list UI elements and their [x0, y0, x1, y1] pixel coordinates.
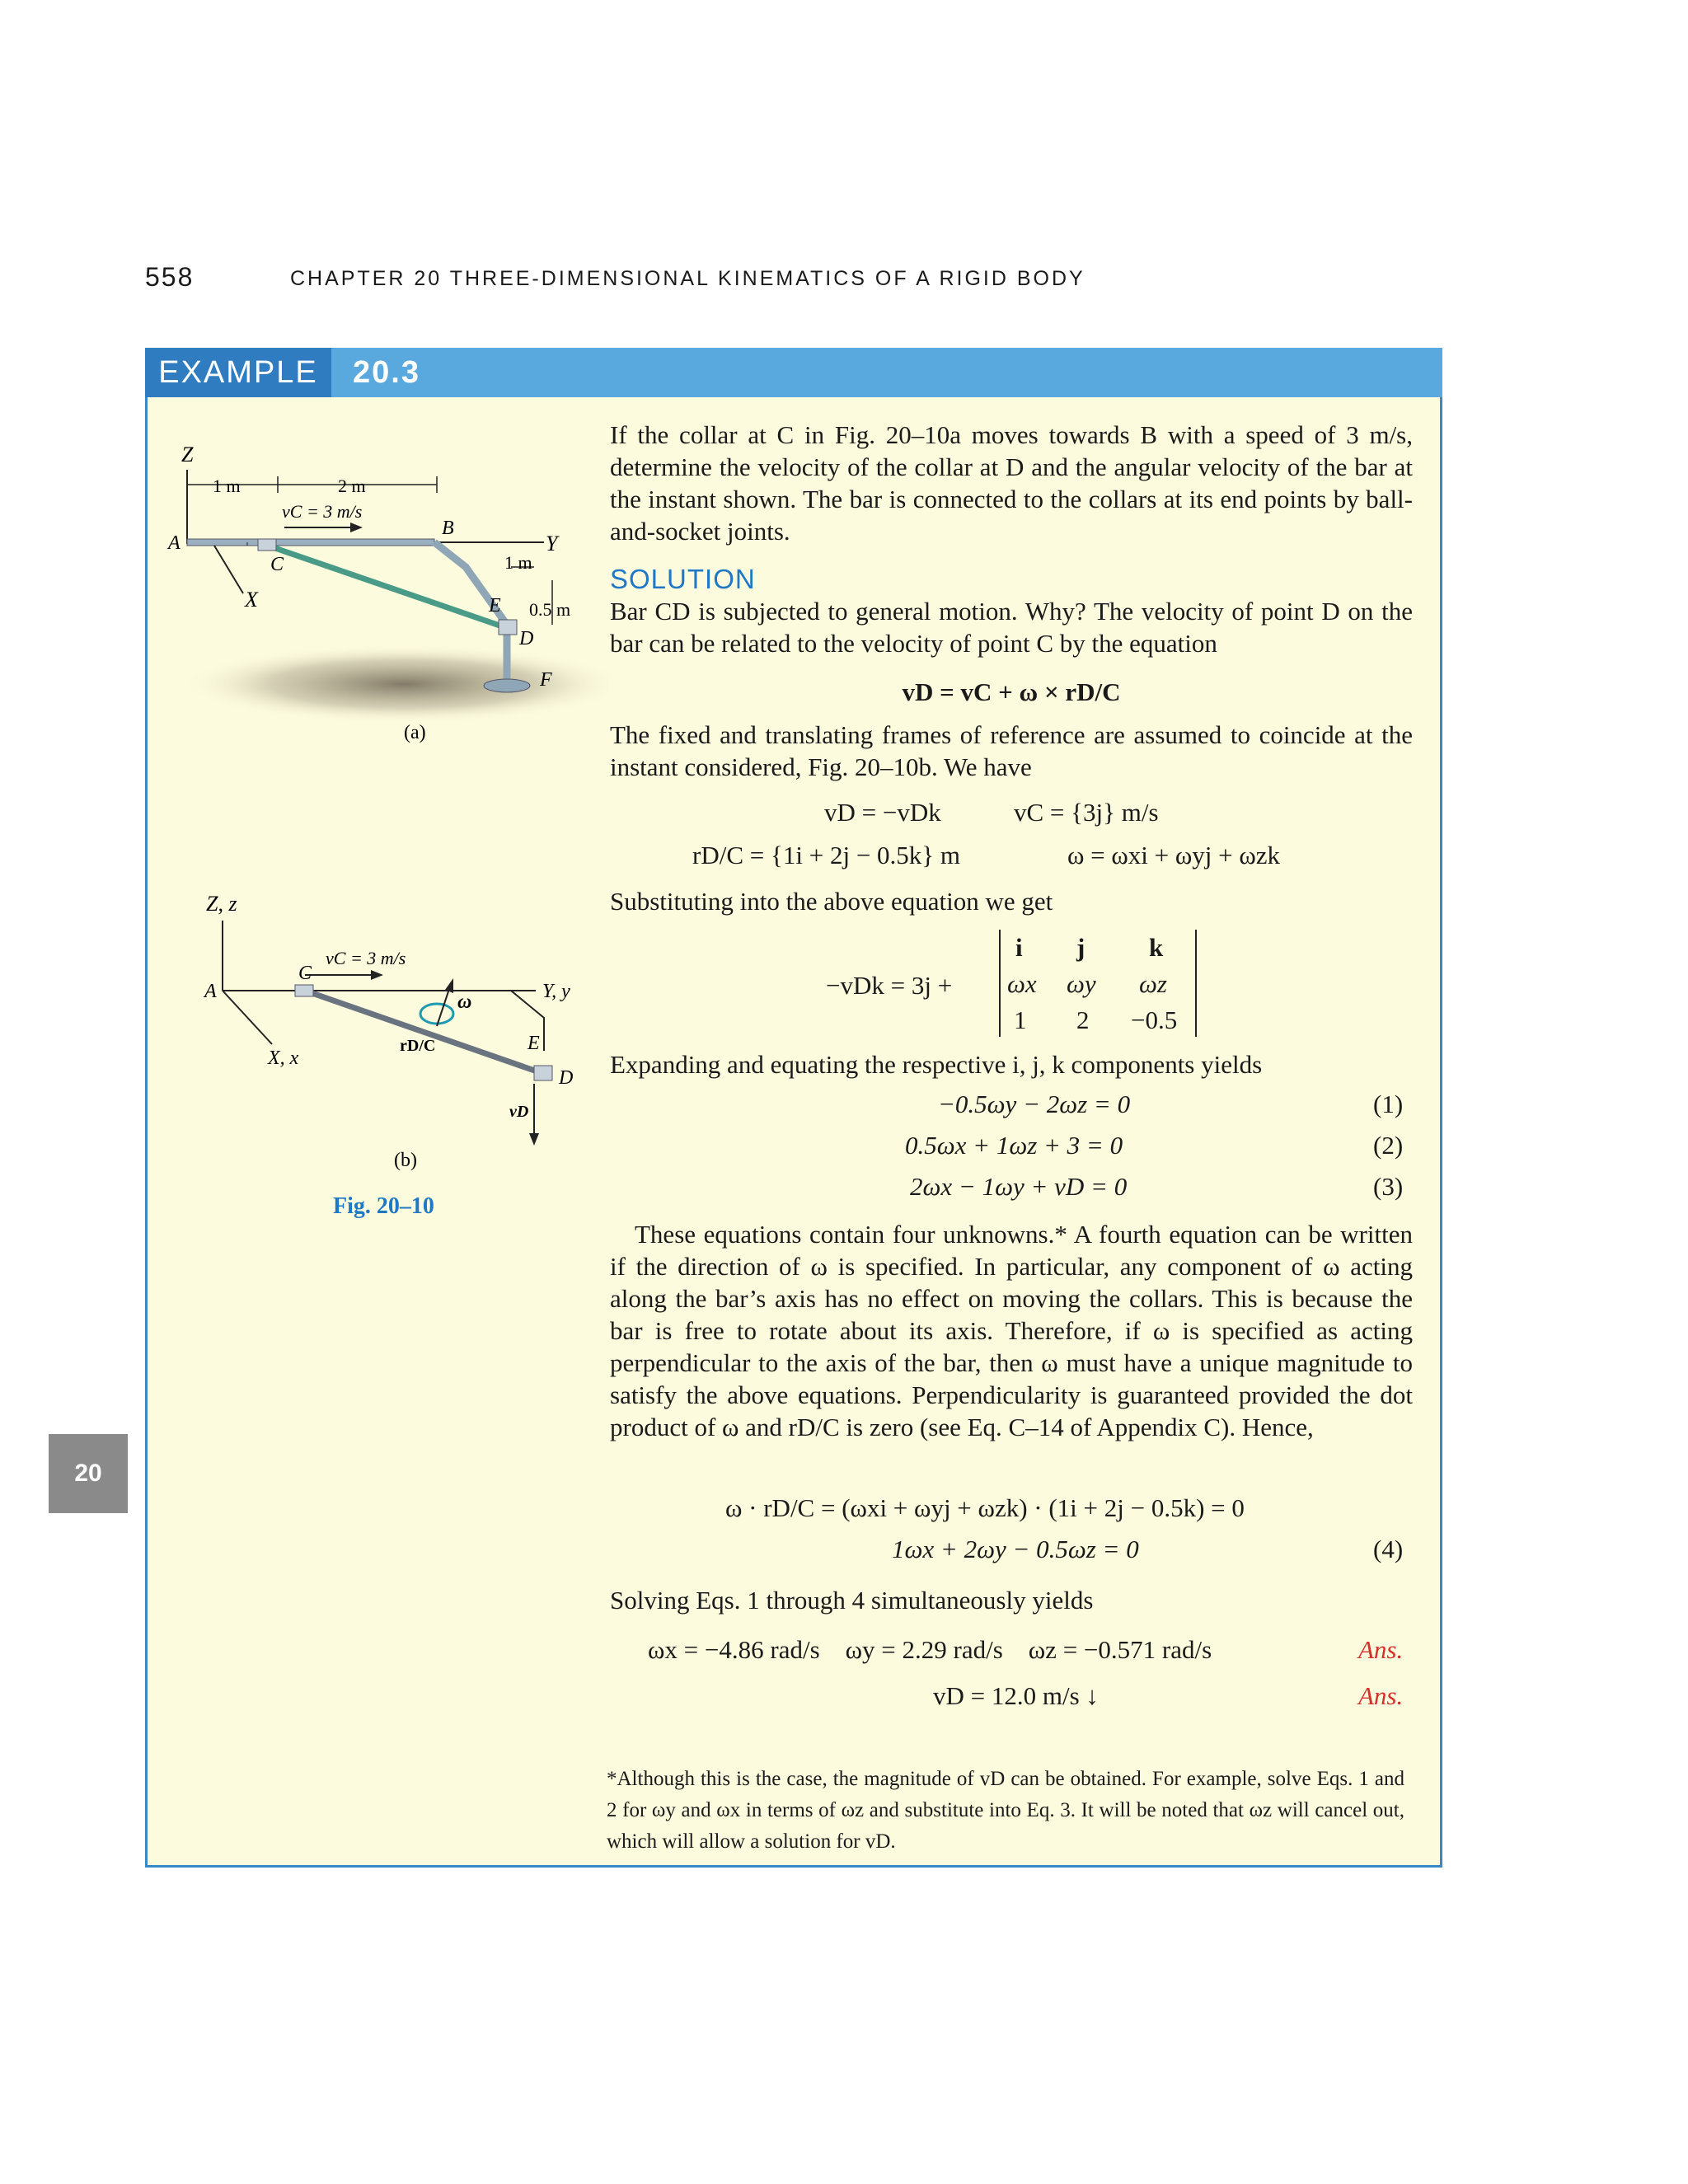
running-head: CHAPTER 20 THREE-DIMENSIONAL KINEMATICS OF A RIGID BODY — [290, 267, 1085, 290]
equation-vd: vD = −vDk — [824, 798, 941, 827]
result-angular-velocity: ωx = −4.86 rad/s ωy = 2.29 rad/s ωz = −0.571 rad/s — [648, 1635, 1212, 1664]
equation-1: −0.5ωy − 2ωz = 0 — [938, 1090, 1131, 1118]
chapter-tab: 20 — [49, 1434, 128, 1513]
equation-omega: ω = ωxi + ωyj + ωzk — [1067, 841, 1281, 869]
fig-a-e-label: E — [489, 595, 501, 616]
fig-b-z-label: Z, z — [206, 892, 237, 916]
fig-b-e-label: E — [528, 1033, 540, 1054]
equation-2-number: (2) — [1373, 1131, 1404, 1160]
fig-b-c-label: C — [298, 963, 312, 984]
det-r3-2: 2 — [1076, 1005, 1090, 1034]
equation-dot-2: 1ωx + 2ωy − 0.5ωz = 0 — [892, 1535, 1139, 1563]
figure-label: Fig. 20–10 — [333, 1193, 434, 1219]
fig-a-b-label: B — [442, 518, 454, 539]
fig-b-caption: (b) — [394, 1150, 417, 1171]
determinant-lhs: −vDk = 3j + — [826, 971, 953, 1000]
fig-a-x-label: X — [245, 588, 258, 612]
determinant — [999, 930, 1197, 1037]
fig-a-dim-2m: 2 m — [338, 476, 366, 496]
fig-b-vc: vC = 3 m/s — [326, 948, 406, 968]
example-label: EXAMPLE — [145, 348, 331, 397]
fig-b-y-label: Y, y — [542, 981, 570, 1002]
fig-a-dim-1m: 1 m — [213, 476, 241, 496]
problem-statement: If the collar at C in Fig. 20–10a moves towards B with a speed of 3 m/s, determine the velocity of the collar at D and the angular velocity of the bar at the instant shown. The bar is connected to the collars at its end points by ball-and-socket joints. — [610, 420, 1413, 546]
det-r2-1: ωx — [1007, 969, 1037, 998]
fig-b-d-label: D — [559, 1067, 574, 1089]
answer-label-2: Ans. — [1358, 1681, 1404, 1710]
fig-b-rdc: rD/C — [400, 1037, 436, 1055]
footnote: *Although this is the case, the magnitude of vD can be obtained. For example, solve Eqs. 1 and 2 for ωy and ωx in terms of ωz and substitute into Eq. 3. It will be noted that ωz will cancel out, which will allow a solution for vD. — [607, 1768, 1404, 1853]
equation-dot-1: ω · rD/C = (ωxi + ωyj + ωzk) · (1i + 2j − 0.5k) = 0 — [725, 1493, 1245, 1522]
det-r2-3: ωz — [1139, 969, 1167, 998]
fig-a-z-label: Z — [181, 443, 194, 466]
fig-b-x-label: X, x — [268, 1047, 299, 1069]
paragraph-6: Solving Eqs. 1 through 4 simultaneously yields — [610, 1586, 1094, 1615]
equation-3: 2ωx − 1ωy + vD = 0 — [910, 1172, 1128, 1201]
paragraph-3: Substituting into the above equation we get — [610, 887, 1053, 916]
det-r2-2: ωy — [1067, 969, 1096, 998]
det-r1-j: j — [1076, 933, 1085, 962]
paragraph-4: Expanding and equating the respective i, j, k components yields — [610, 1050, 1263, 1079]
equation-main: vD = vC + ω × rD/C — [902, 677, 1121, 706]
det-r3-3: −0.5 — [1131, 1005, 1178, 1034]
fig-b-a-label: A — [204, 981, 217, 1002]
fig-a-y-label: Y — [546, 532, 558, 555]
equation-rdc: rD/C = {1i + 2j − 0.5k} m — [692, 841, 961, 869]
fig-a-vc: vC = 3 m/s — [282, 501, 363, 522]
equation-4-number: (4) — [1373, 1535, 1404, 1563]
paragraph-2: The fixed and translating frames of reference are assumed to coincide at the instant considered, Fig. 20–10b. We have — [610, 720, 1413, 781]
result-vd: vD = 12.0 m/s ↓ — [933, 1681, 1099, 1710]
paragraph-5: These equations contain four unknowns.* A fourth equation can be written if the direction of ω is specified. In particular, any component of ω acting along the bar’s axis has no effect on moving the collars. This is because the bar is free to rotate about its axis. Therefore, if ω is specified as acting perpendicular to the axis of the bar, then ω must have a unique magnitude to satisfy the above equations. Perpendicularity is guaranteed provided the dot product of ω and rD/C is zero (see Eq. C–14 of Appendix C). Hence, — [610, 1220, 1413, 1441]
figure-a — [165, 437, 610, 766]
equation-1-number: (1) — [1373, 1090, 1404, 1118]
equation-2: 0.5ωx + 1ωz + 3 = 0 — [905, 1131, 1123, 1160]
solution-heading: SOLUTION — [610, 564, 756, 594]
fig-b-vd: vD — [509, 1103, 529, 1121]
fig-a-caption: (a) — [404, 722, 426, 743]
fig-a-dim-1m-vert: 1 m — [504, 552, 532, 573]
fig-a-f-label: F — [540, 669, 552, 691]
fig-b-omega: ω — [457, 991, 472, 1013]
fig-a-d-label: D — [519, 628, 534, 649]
det-r1-k: k — [1149, 933, 1164, 962]
fig-a-a-label: A — [168, 532, 181, 554]
example-number: 20.3 — [353, 355, 420, 390]
det-r3-1: 1 — [1014, 1005, 1027, 1034]
answer-label-1: Ans. — [1358, 1635, 1404, 1664]
figure-b — [165, 886, 577, 1199]
equation-vc: vC = {3j} m/s — [1014, 798, 1159, 827]
equation-3-number: (3) — [1373, 1172, 1404, 1201]
det-r1-i: i — [1015, 933, 1023, 962]
fig-a-c-label: C — [270, 554, 284, 575]
paragraph-1: Bar CD is subjected to general motion. Why? The velocity of point D on the bar can be related to the velocity of point C by the equation — [610, 597, 1413, 658]
fig-a-dim-05: 0.5 m — [529, 599, 571, 620]
page-number: 558 — [145, 262, 195, 292]
